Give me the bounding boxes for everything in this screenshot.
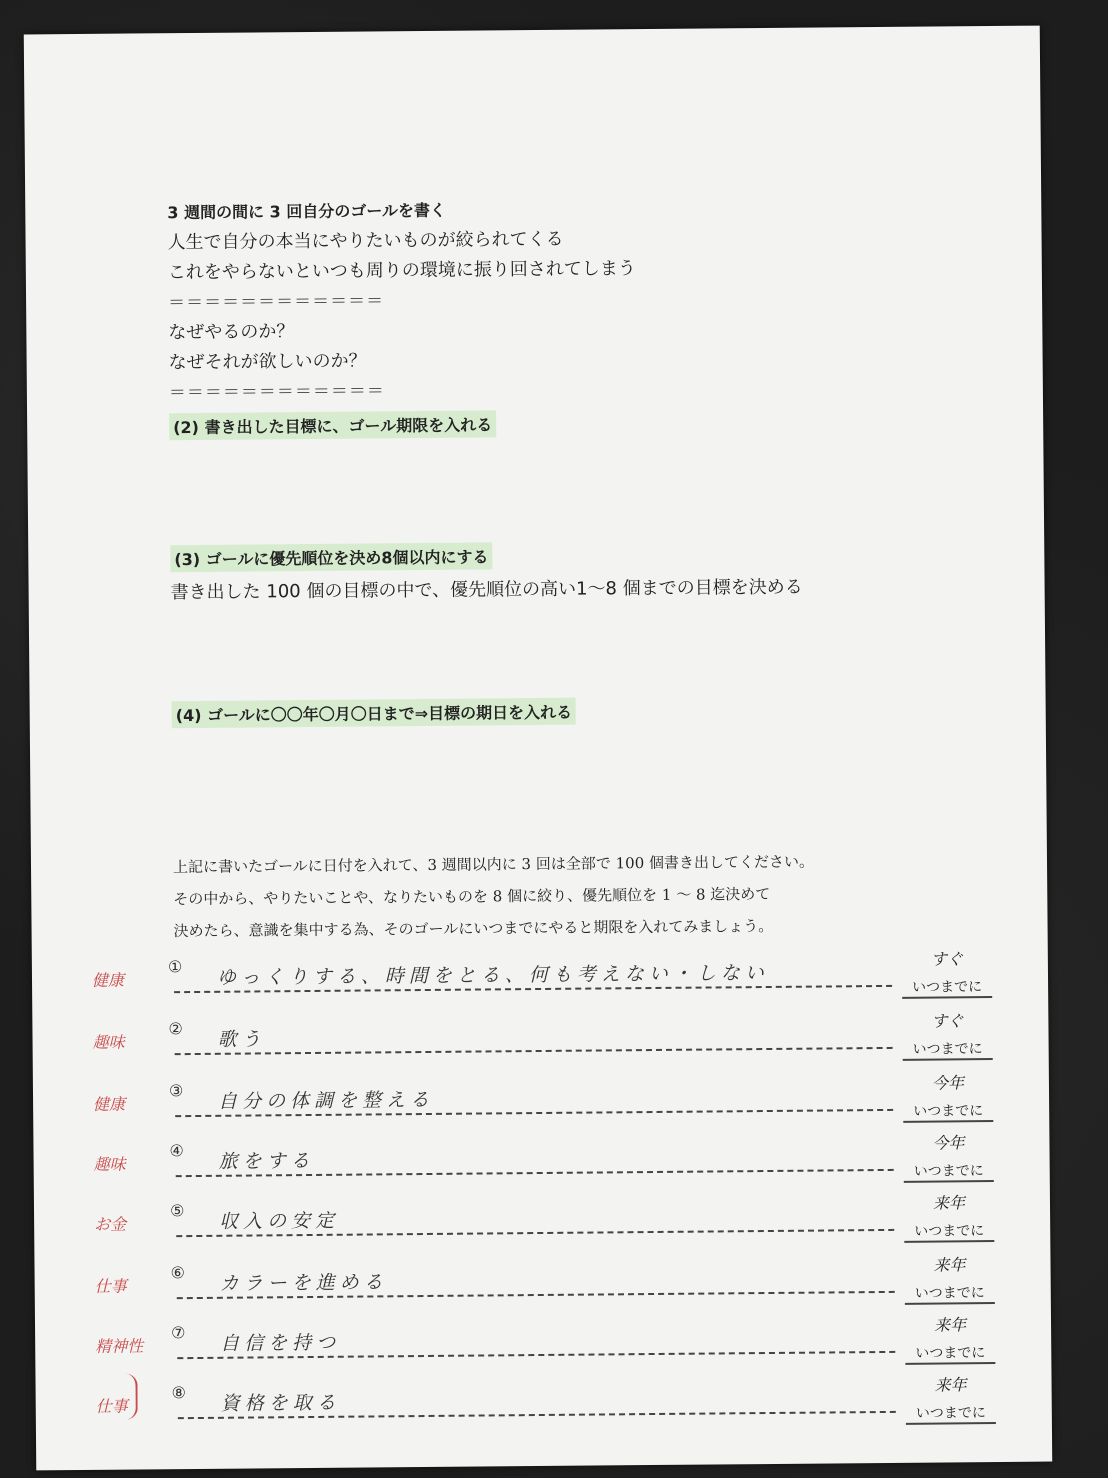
category-label: 趣味 (92, 1032, 125, 1052)
category-label: 健康 (93, 1094, 126, 1114)
deadline-label: いつまでに (904, 1160, 994, 1183)
intro-block (167, 194, 637, 408)
deadline-label: いつまでに (904, 1220, 994, 1243)
goal-number: ③ (168, 1081, 184, 1101)
deadline-label: いつまでに (905, 1282, 995, 1305)
deadline-label: いつまでに (903, 1100, 993, 1123)
goal-number: ① (167, 957, 183, 977)
deadline-text: 今年 (931, 1073, 965, 1093)
deadline-text: 今年 (932, 1133, 965, 1153)
deadline-text: 来年 (933, 1255, 966, 1275)
separator-line: ＝＝＝＝＝＝＝＝＝＝＝＝ (168, 381, 385, 404)
goal-number: ⑦ (171, 1323, 186, 1343)
instruction-line: 決めたら、意識を集中する為、そのゴールにいつまでにやると期限を入れてみましょう。 (173, 916, 774, 941)
handwritten-arrow (121, 1374, 137, 1420)
category-label: 仕事 (95, 1396, 128, 1416)
deadline-text: すぐ (931, 1011, 964, 1031)
goal-text: カラーを進める (219, 1271, 388, 1295)
worksheet-paper (24, 26, 1052, 1471)
goal-text: 自信を持つ (220, 1331, 341, 1355)
deadline-text: 来年 (933, 1315, 967, 1335)
goal-text: 資格を取る (220, 1391, 341, 1415)
category-label: 健康 (91, 970, 125, 990)
instruction-line: 上記に書いたゴールに日付を入れて、3 週間以内に 3 回は全部で 100 個書き出してください。 (172, 852, 815, 877)
deadline-label: いつまでに (903, 1038, 993, 1061)
question-line: なぜそれが欲しいのか？ (168, 350, 367, 374)
goal-row (92, 946, 992, 1012)
deadline-label: いつまでに (905, 1342, 995, 1365)
goal-row (93, 1070, 993, 1136)
goal-number: ④ (169, 1141, 184, 1161)
goal-number: ⑧ (171, 1383, 187, 1403)
deadline-text: 来年 (934, 1375, 967, 1395)
category-label: 仕事 (94, 1276, 127, 1296)
goal-row (92, 1008, 992, 1074)
section-heading: (2) 書き出した目標に、ゴール期限を入れる (169, 410, 496, 440)
goal-text: 自分の体調を整える (217, 1088, 435, 1113)
deadline-label: いつまでに (906, 1402, 996, 1425)
intro-line: 人生で自分の本当にやりたいものが絞られてくる (167, 228, 564, 254)
goal-row (93, 1130, 993, 1196)
goal-row (94, 1252, 994, 1318)
separator-line: ＝＝＝＝＝＝＝＝＝＝＝＝ (168, 291, 385, 314)
deadline-text: すぐ (930, 949, 963, 969)
deadline-text: 来年 (932, 1193, 966, 1213)
category-label: お金 (94, 1214, 127, 1234)
deadline-label: いつまでに (902, 976, 992, 999)
intro-line: これをやらないといつも周りの環境に振り回されてしまう (167, 258, 636, 284)
goal-number: ⑤ (169, 1201, 185, 1221)
question-line: なぜやるのか？ (168, 321, 295, 344)
instructions-block (173, 846, 815, 948)
goal-number: ② (168, 1019, 183, 1039)
goal-row (94, 1190, 994, 1256)
category-label: 趣味 (93, 1154, 126, 1174)
goal-text: 収入の安定 (219, 1209, 340, 1233)
dashed-line (175, 1047, 893, 1055)
goal-text: ゆっくりする、時間をとる、何も考えない・しない (216, 961, 769, 989)
goal-text: 歌う (217, 1028, 266, 1051)
instruction-line: その中から、やりたいことや、なりたいものを 8 個に絞り、優先順位を 1 ～ 8 迄決めて (173, 884, 771, 909)
section-heading: (4) ゴールに〇〇年〇月〇日まで⇒目標の期日を入れる (172, 698, 577, 729)
goal-row (95, 1312, 995, 1378)
worksheet-title: 3 週間の間に 3 回自分のゴールを書く (167, 200, 447, 223)
section-body: 書き出した 100 個の目標の中で、優先順位の高い1～8 個までの目標を決める (170, 576, 803, 604)
goal-text: 旅をする (218, 1149, 315, 1173)
section-4 (172, 698, 577, 735)
section-heading: (3) ゴールに優先順位を決め8個以内にする (170, 542, 492, 572)
category-label: 精神性 (95, 1336, 144, 1356)
section-2 (169, 410, 496, 446)
goal-number: ⑥ (170, 1263, 185, 1283)
section-3 (170, 540, 803, 609)
goal-row (95, 1372, 995, 1438)
